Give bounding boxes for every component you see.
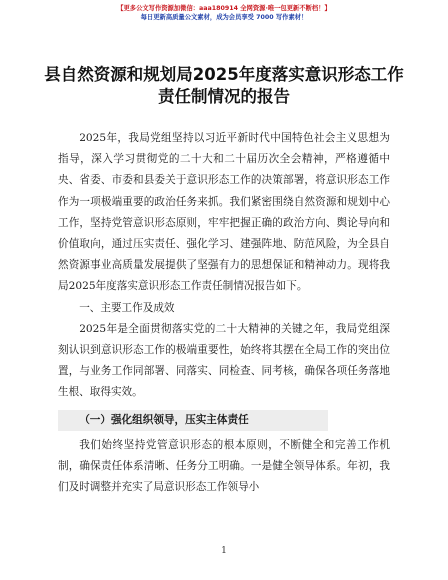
promo-banner-line1: 【更多公文写作资源加微信：aaa180914 全网资源·唯一包更新不断档！】 (117, 5, 331, 12)
intro-paragraph: 2025年，我局党组坚持以习近平新时代中国特色社会主义思想为指导，深入学习贯彻党的二十大和二十届历次全会精神，严格遵循中央、省委、市委和县委关于意识形态工作的决策部署，将意识形态工作作为一项极端重要的政治任务来抓。我们紧密围绕自然资源和规划中心工作，坚持党管意识形态原则，牢牢把握正确的政治方向、舆论导向和价值取向，通过压实责任、强化学习、建强阵地、防范风险，为全县自然资源事业高质量发展提供了坚强有力的思想保证和精神动力。现将我局2025年度落实意识形态工作责任制情况报告如下。 (58, 132, 390, 293)
page-number: 1 (221, 546, 227, 556)
section-paragraph: 2025年是全面贯彻落实党的二十大精神的关键之年，我局党组深刻认识到意识形态工作的极端重要性，始终将其摆在全局工作的突出位置，与业务工作同部署、同落实、同检查、同考核，确保各项任务落地生根、取得实效。 (58, 322, 390, 399)
document-title: 县自然资源和规划局2025年度落实意识形态工作责任制情况的报告 (44, 65, 404, 106)
document-body (58, 128, 390, 498)
section-heading: 一、主要工作及成效 (79, 301, 175, 314)
subsection-heading: （一）强化组织领导，压实主体责任 (58, 410, 328, 431)
subsection-paragraph: 我们始终坚持党管意识形态的根本原则，不断健全和完善工作机制，确保责任体系清晰、任务分工明确。一是健全领导体系。年初，我们及时调整并充实了局意识形态工作领导小 (58, 438, 390, 494)
promo-banner (0, 4, 448, 22)
promo-banner-line2: 每日更新高质量公文素材，成为会员享受 7000 写作素材！ (140, 14, 308, 21)
